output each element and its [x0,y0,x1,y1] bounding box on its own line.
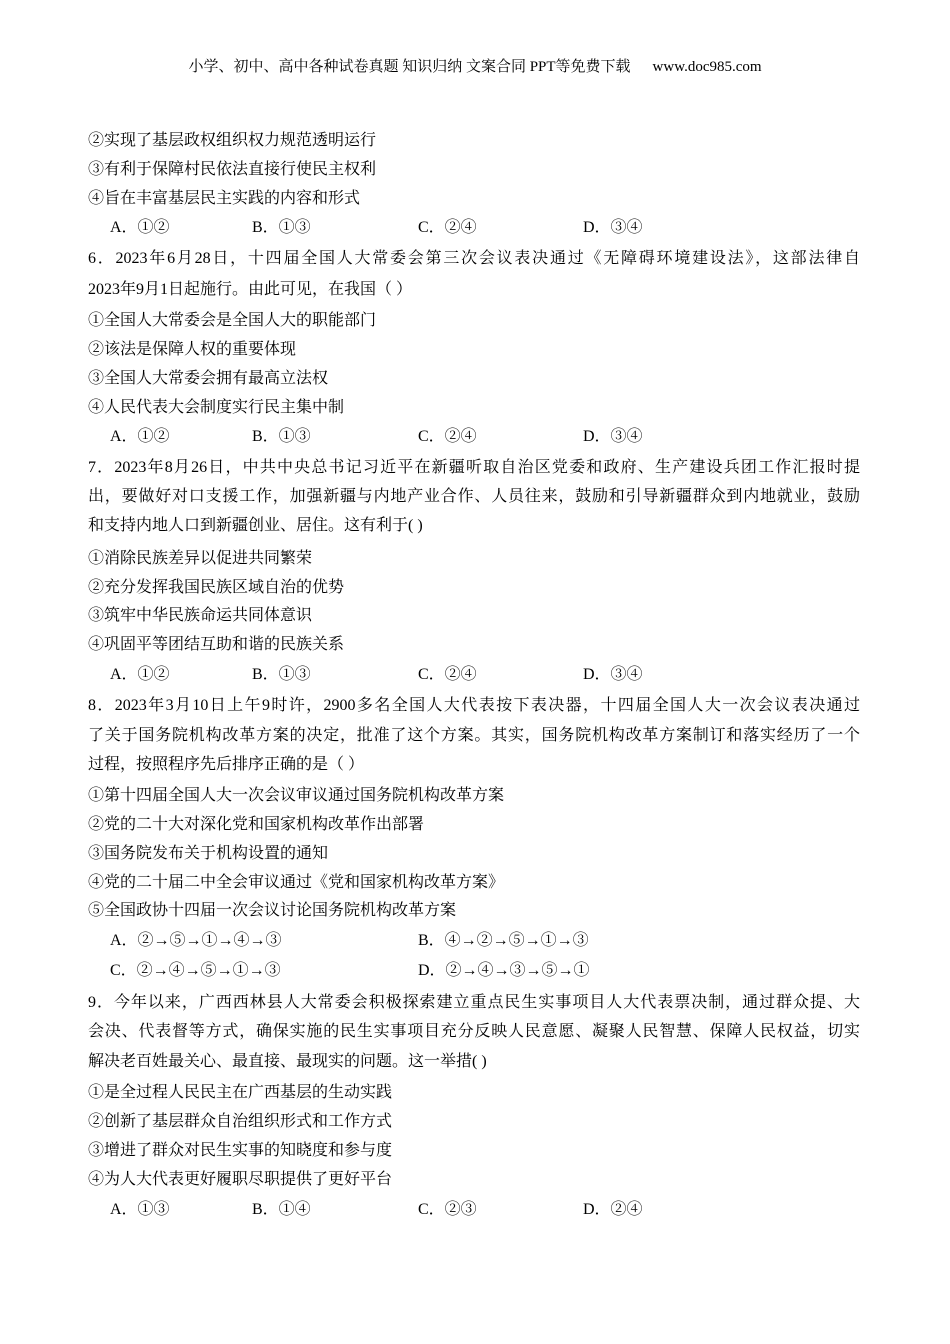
q9-option-d: D．②④ [583,1201,643,1218]
q9-item: ②创新了基层群众自治组织形式和工作方式 [88,1113,393,1130]
q9-option-c: C．②③ [418,1201,477,1218]
q6-item: ②该法是保障人权的重要体现 [88,341,297,358]
q5-option-c: C．②④ [418,219,477,236]
q9-stem: 解决老百姓最关心、最直接、最现实的问题。这一举措( ) [88,1053,487,1070]
q8-item: ③国务院发布关于机构设置的通知 [88,845,329,862]
q7-option-c: C．②④ [418,666,477,683]
q8-option-a: A．②→⑤→①→④→③ [110,932,282,949]
q6-item: ③全国人大常委会拥有最高立法权 [88,370,329,387]
q9-option-a: A．①③ [110,1201,170,1218]
q9-stem: 会决、代表督等方式，确保实施的民生实事项目充分反映人民意愿、凝聚人民智慧、保障人民权益，切实 [88,1023,860,1040]
q5-option-d: D．③④ [583,219,643,236]
q5-item: ④旨在丰富基层民主实践的内容和形式 [88,190,361,207]
q8-stem: 了关于国务院机构改革方案的决定，批准了这个方案。其实，国务院机构改革方案制订和落实经历了一个 [88,727,860,744]
q7-stem: 出，要做好对口支援工作，加强新疆与内地产业合作、人员往来，鼓励和引导新疆群众到内地就业，鼓励 [88,488,860,505]
q9-item: ④为人大代表更好履职尽职提供了更好平台 [88,1171,393,1188]
q6-stem: 6．2023年6月28日，十四届全国人大常委会第三次会议表决通过《无障碍环境建设法》，这部法律自 [88,250,860,267]
q8-item: ①第十四届全国人大一次会议审议通过国务院机构改革方案 [88,787,505,804]
q7-stem: 7．2023年8月26日，中共中央总书记习近平在新疆听取自治区党委和政府、生产建设兵团工作汇报时提 [88,459,860,476]
q7-option-d: D．③④ [583,666,643,683]
q9-item: ③增进了群众对民生实事的知晓度和参与度 [88,1142,393,1159]
q8-stem: 过程，按照程序先后排序正确的是（ ） [88,756,365,773]
q8-option-b: B．④→②→⑤→①→③ [418,932,589,949]
header-text: 小学、初中、高中各种试卷真题 知识归纳 文案合同 PPT等免费下载 [188,59,631,75]
q6-option-a: A．①② [110,428,170,445]
q7-item: ④巩固平等团结互助和谐的民族关系 [88,636,345,653]
q7-option-b: B．①③ [252,666,311,683]
q8-stem: 8．2023年3月10日上午9时许，2900多名全国人大代表按下表决器，十四届全国人大一次会议表决通过 [88,697,860,714]
q6-option-c: C．②④ [418,428,477,445]
q5-option-a: A．①② [110,219,170,236]
q8-item: ④党的二十届二中全会审议通过《党和国家机构改革方案》 [88,874,505,891]
q8-item: ②党的二十大对深化党和国家机构改革作出部署 [88,816,425,833]
q7-item: ②充分发挥我国民族区域自治的优势 [88,579,345,596]
q8-option-d: D．②→④→③→⑤→① [418,962,590,979]
q5-item: ②实现了基层政权组织权力规范透明运行 [88,132,377,149]
q8-option-c: C．②→④→⑤→①→③ [110,962,281,979]
q5-item: ③有利于保障村民依法直接行使民主权利 [88,161,377,178]
q6-item: ①全国人大常委会是全国人大的职能部门 [88,312,377,329]
q7-item: ③筑牢中华民族命运共同体意识 [88,607,313,624]
header-url[interactable]: www.doc985.com [652,59,762,75]
q9-option-b: B．①④ [252,1201,311,1218]
q7-item: ①消除民族差异以促进共同繁荣 [88,550,313,567]
q8-item: ⑤全国政协十四届一次会议讨论国务院机构改革方案 [88,902,457,919]
q6-item: ④人民代表大会制度实行民主集中制 [88,399,345,416]
q6-option-b: B．①③ [252,428,311,445]
q6-option-d: D．③④ [583,428,643,445]
q6-stem: 2023年9月1日起施行。由此可见，在我国（ ） [88,281,413,298]
page-header [0,57,950,77]
q7-stem: 和支持内地人口到新疆创业、居住。这有利于( ) [88,517,423,534]
q9-item: ①是全过程人民民主在广西基层的生动实践 [88,1084,393,1101]
q9-stem: 9．今年以来，广西西林县人大常委会积极探索建立重点民生实事项目人大代表票决制，通过群众提、大 [88,994,860,1011]
q5-option-b: B．①③ [252,219,311,236]
q7-option-a: A．①② [110,666,170,683]
